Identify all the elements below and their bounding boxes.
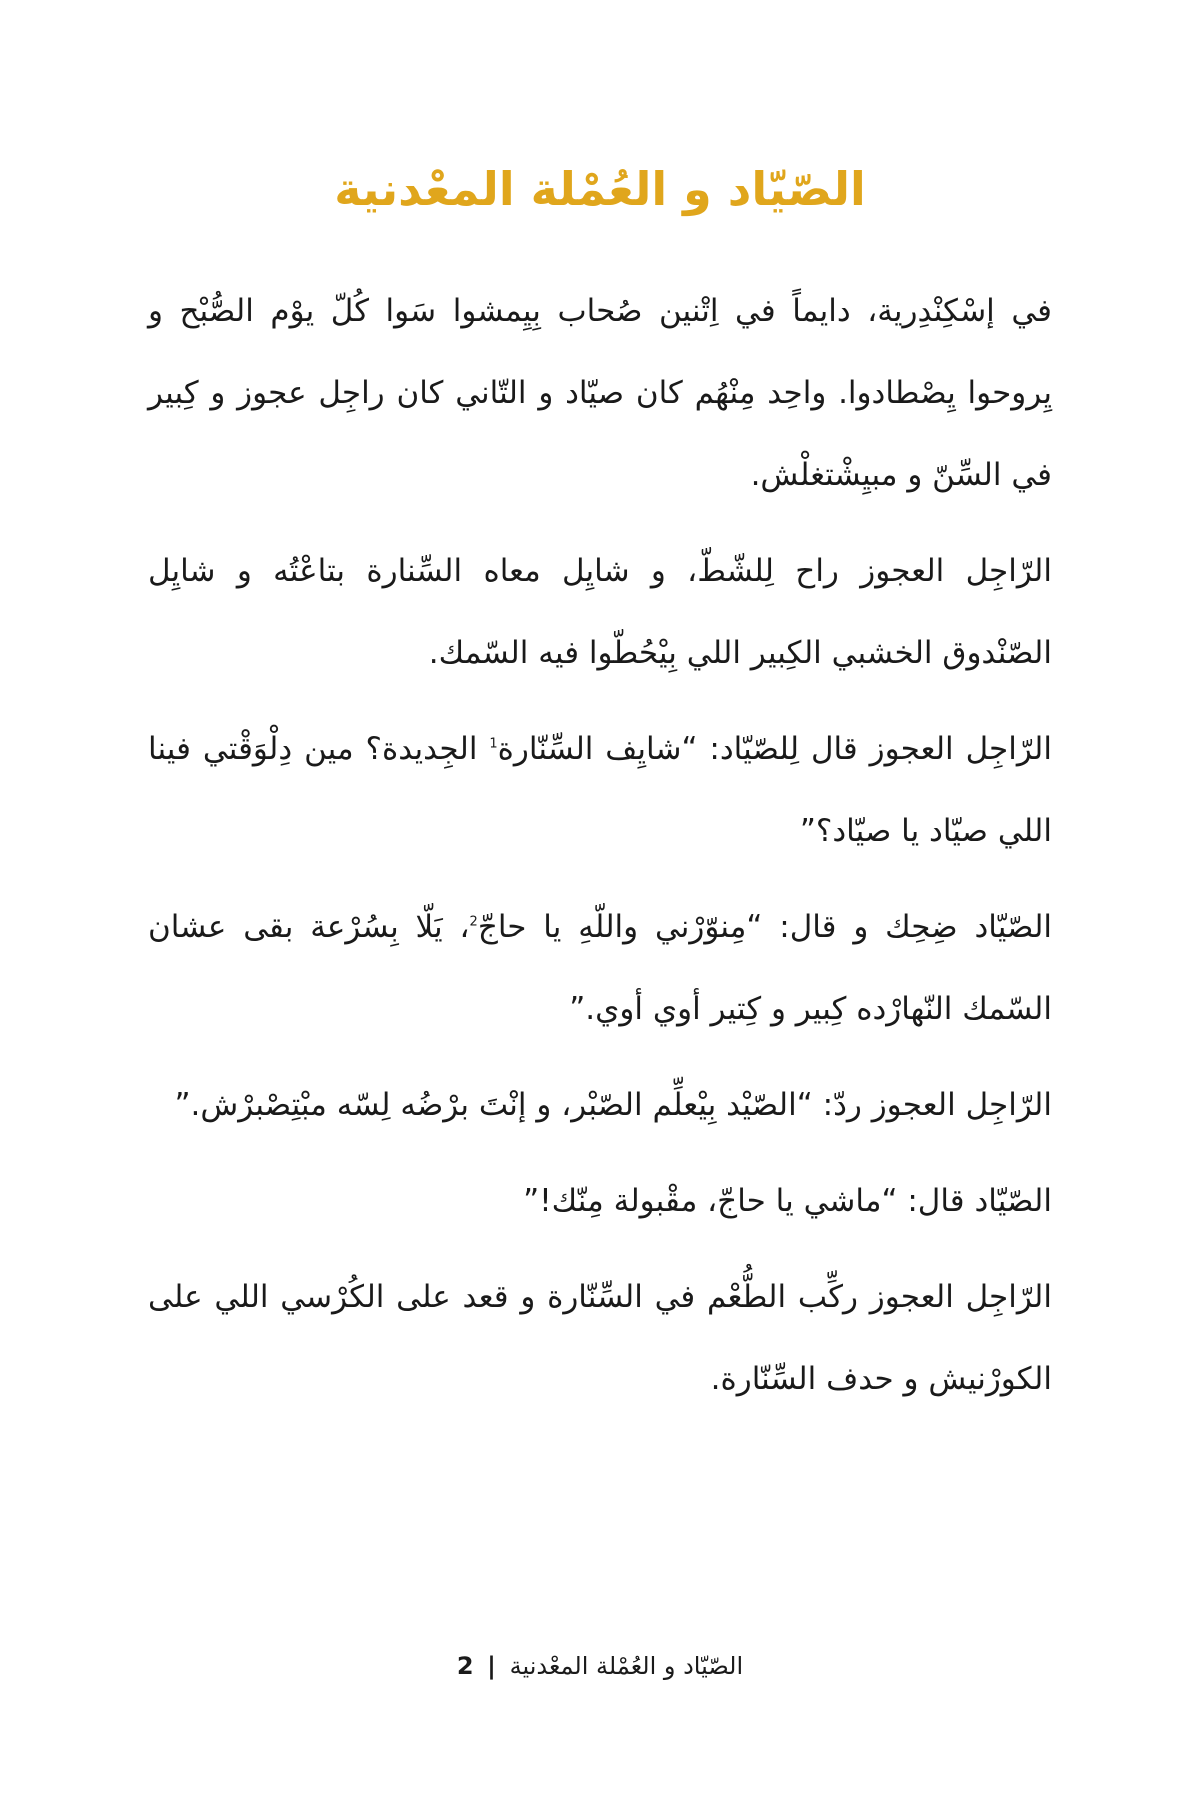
- page-number: 2: [456, 1652, 474, 1680]
- paragraph-3-text-start: الرّاجِل العجوز قال لِلصّيّاد: “شايِف السِّنّارة: [497, 731, 1052, 767]
- paragraph-3-text-end: الجِديدة؟ مين دِلْوَقْتي فينا اللي صيّاد يا صيّاد؟”: [148, 731, 1052, 849]
- paragraph-5: الرّاجِل العجوز ردّ: “الصّيْد بِيْعلِّم الصّبْر، و إنْتَ برْضُه لِسّه مبْتِصْبرْش.”: [174, 1087, 1052, 1123]
- page-footer: [0, 1652, 1200, 1681]
- story-body: [148, 270, 1052, 1434]
- paragraph-4-text-start: الصّيّاد ضِحِك و قال: “مِنوّرْني واللّهِ يا حاجّ: [477, 909, 1053, 945]
- page-title: الصّيّاد و العُمْلة المعْدنية: [334, 162, 866, 216]
- paragraph-2: الرّاجِل العجوز راح لِلشّطّ، و شايِل معاه السِّنارة بتاعْتُه و شايِل الصّنْدوق الخشبي الكِبير اللي بِيْحُطّوا فيه السّمك.: [148, 553, 1052, 671]
- footer-title: الصّيّاد و العُمْلة المعْدنية: [509, 1652, 744, 1680]
- footnote-marker-1: 1: [489, 736, 498, 752]
- footnote-marker-2: 2: [469, 914, 478, 930]
- footer-separator: |: [487, 1652, 496, 1680]
- paragraph-6: الصّيّاد قال: “ماشي يا حاجّ، مقْبولة مِنّك!”: [523, 1183, 1052, 1219]
- paragraph-3: [148, 708, 1052, 872]
- paragraph-4-text-end: ، يَلّا بِسُرْعة بقى عشان السّمك النّهارْده كِبير و كِتير أوي أوي.”: [148, 909, 1052, 1027]
- paragraph-4: [148, 886, 1052, 1050]
- paragraph-7: الرّاجِل العجوز ركِّب الطُّعْم في السِّنّارة و قعد على الكُرْسي اللي على الكورْنيش و حدف السِّنّارة.: [148, 1279, 1052, 1397]
- paragraph-1: في إسْكِنْدِرية، دايماً في اِتْنين صُحاب بِيِمشوا سَوا كُلّ يوْم الصُّبْح و يِروحوا يِصْطادوا. واحِد مِنْهُم كان صيّاد و التّاني كان راجِل عجوز و كِبير في السِّنّ و مبيِشْتغلْش.: [148, 293, 1052, 493]
